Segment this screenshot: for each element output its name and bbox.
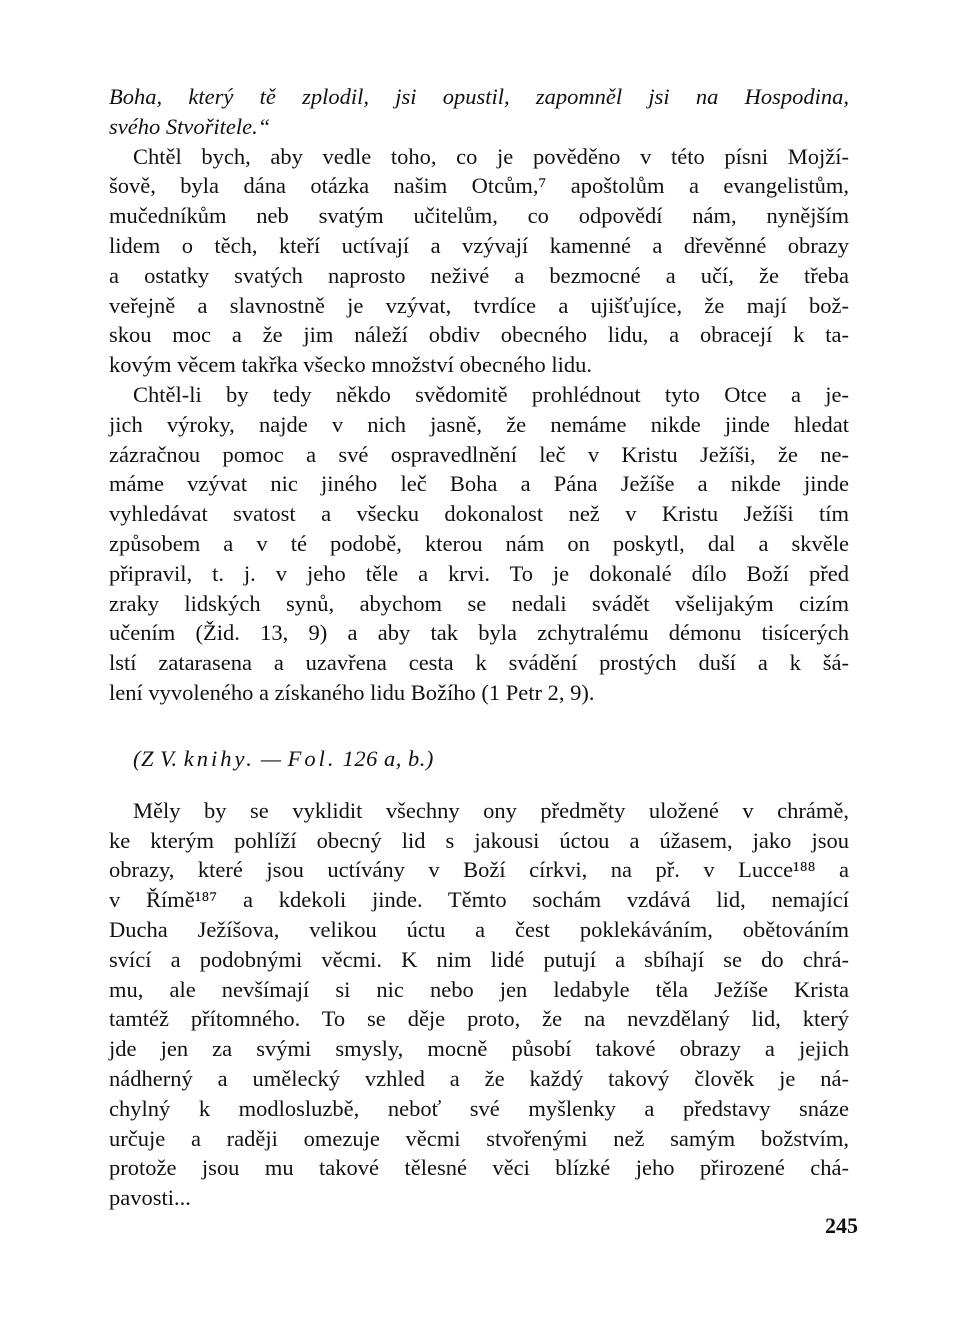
text-line: zázračnou pomoc a své ospravedlnění leč v Kristu Ježíši, že ne- <box>109 441 849 467</box>
citation-open: (Z V. <box>133 745 178 771</box>
text-line: a ostatky svatých naprosto neživé a bezmocné a učí, že třeba <box>109 262 849 288</box>
text-line: nádherný a umělecký vzhled a že každý takový člověk je ná- <box>109 1065 849 1091</box>
source-citation <box>109 744 849 774</box>
page-number: 245 <box>825 1213 858 1238</box>
text-line: lení vyvoleného a získaného lidu Božího (1 Petr 2, 9). <box>109 679 595 705</box>
text-line: mu, ale nevšímají si nic nebo jen ledabyle těla Ježíše Krista <box>109 976 849 1002</box>
text-line: Chtěl-li by tedy někdo svědomitě prohlédnout tyto Otce a je- <box>133 381 849 407</box>
text-line: učením (Žid. 13, 9) a aby tak byla zchytralému démonu tisícerých <box>109 620 849 646</box>
text-line: svící a podobnými věcmi. K nim lidé putují a sbíhají se do chrá- <box>109 946 849 972</box>
text-line: šově, byla dána otázka našim Otcům,⁷ apoštolům a evangelistům, <box>109 173 849 199</box>
text-line: chylný k modlosluzbě, neboť své myšlenky a představy snáze <box>109 1095 849 1121</box>
text-line: jde jen za svými smysly, mocně působí takové obrazy a jejich <box>109 1036 849 1062</box>
text-line: v Římě¹⁸⁷ a kdekoli jinde. Těmto sochám vzdává lid, nemající <box>109 887 849 913</box>
citation-ref: 126 a, b.) <box>342 745 434 771</box>
text-line: zraky lidských synů, abychom se nedali svádět všelijakým cizím <box>109 590 849 616</box>
text-line: připravil, t. j. v jeho těle a krvi. To je dokonalé dílo Boží před <box>109 560 849 586</box>
citation-book: knihy. <box>183 745 255 771</box>
text-line: určuje a raději omezuje věcmi stvořenými než samým božstvím, <box>109 1125 849 1151</box>
text-line: vyhledávat svatost a všecku dokonalost než v Kristu Ježíši tím <box>109 501 849 527</box>
citation-dash: — <box>260 745 282 771</box>
text-line: kovým věcem takřka všecko množství obecného lidu. <box>109 352 592 378</box>
paragraph-3 <box>109 380 849 708</box>
page-body <box>109 82 849 1282</box>
spacer <box>109 774 849 796</box>
paragraph-1 <box>109 82 849 142</box>
text-line: protože jsou mu takové tělesné věci blízké jeho přirozené chá- <box>109 1155 849 1181</box>
text-line: jich výroky, najde v nich jasně, že nemáme nikde jinde hledat <box>109 411 849 437</box>
text-line: skou moc a že jim náleží obdiv obecného lidu, a obracejí k ta- <box>109 322 849 348</box>
text-line: pavosti... <box>109 1185 191 1211</box>
text-line: Ducha Ježíšova, velikou úctu a čest poklekáváním, obětováním <box>109 916 849 942</box>
text-line: svého Stvořitele.“ <box>109 113 271 139</box>
text-line: lstí zatarasena a uzavřena cesta k svádění prostých duší a k šá- <box>109 650 849 676</box>
text-line: mučedníkům neb svatým učitelům, co odpovědí nám, nynějším <box>109 203 849 229</box>
text-line: veřejně a slavnostně je vzývat, tvrdíce a ujišťujíce, že mají bož- <box>109 292 849 318</box>
paragraph-4 <box>109 796 849 1213</box>
text-line: Boha, který tě zplodil, jsi opustil, zapomněl jsi na Hospodina, <box>109 84 849 109</box>
text-line: ke kterým pohlíží obecný lid s jakousi úctou a úžasem, jako jsou <box>109 827 849 853</box>
text-line: tamtéž přítomného. To se děje proto, že na nevzdělaný lid, který <box>109 1006 849 1032</box>
text-line: lidem o těch, kteří uctívají a vzývají kamenné a dřevěnné obrazy <box>109 232 849 258</box>
citation-fol: Fol. <box>287 745 337 771</box>
text-line: Měly by se vyklidit všechny ony předměty uložené v chrámě, <box>133 797 849 823</box>
spacer <box>109 708 849 744</box>
paragraph-2 <box>109 142 849 380</box>
text-line: máme vzývat nic jiného leč Boha a Pána Ježíše a nikde jinde <box>109 471 849 497</box>
text-line: Chtěl bych, aby vedle toho, co je pověděno v této písni Mojží- <box>133 143 849 169</box>
text-line: způsobem a v té podobě, kterou nám on poskytl, dal a skvěle <box>109 530 849 556</box>
text-line: obrazy, které jsou uctívány v Boží církvi, na př. v Lucce¹⁸⁸ a <box>109 857 849 883</box>
